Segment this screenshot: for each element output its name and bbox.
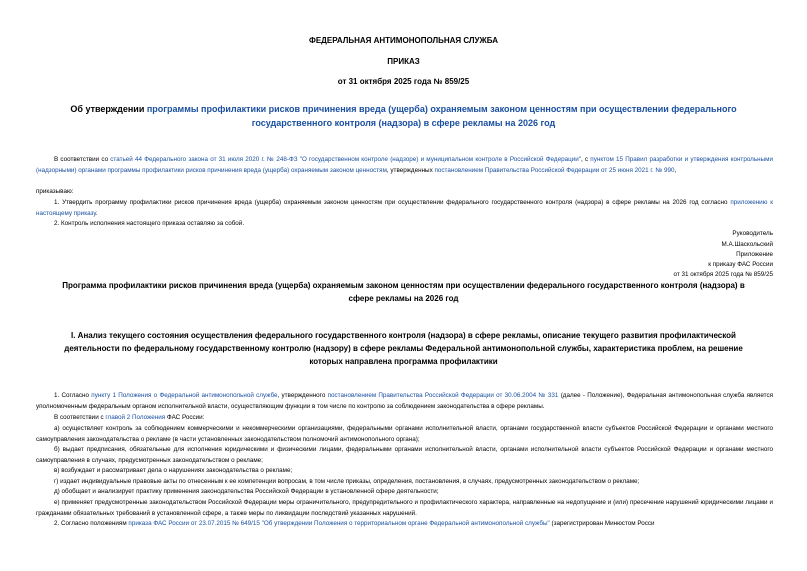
body-pv: в) возбуждает и рассматривает дела о нарушениях законодательства о рекламе; [54, 467, 293, 474]
order-type: ПРИКАЗ [387, 57, 420, 66]
body-pg: г) издает индивидуальные правовые акты по отнесенным к ее компетенции вопросам, в том числе приказы, определения, постановления, в случаях, предусмотренных законодательством о рекламе; [54, 478, 640, 485]
order-org: ФЕДЕРАЛЬНАЯ АНТИМОНОПОЛЬНАЯ СЛУЖБА [309, 36, 498, 45]
preamble-text-4: , [674, 166, 677, 174]
body-p3 [36, 519, 773, 530]
rules-link[interactable]: пунктом 15 Правил разработки и утверждения контрольными (надзорными) органами программы профилактики рисков причинения вреда (ущерба) охраняемым законом ценностям [36, 156, 773, 174]
body-pa: а) осуществляет контроль за соблюдением коммерческими и некоммерческими организациями, федеральными органами исполнительной власти, органами государственной власти субъектов Российской Федерации и органами местного самоуправления законодательства о рекламе (в части установленных законодательством полномочий антимонопольного органа); [36, 425, 773, 443]
p1-text-2: , утвержденного [277, 392, 328, 399]
appendix-link[interactable]: приложению к настоящему приказу [36, 199, 774, 217]
order-title [60, 102, 747, 130]
signature-position: Руководитель [732, 230, 773, 237]
appendix-to-order: к приказу ФАС России [708, 261, 773, 268]
signature-name: М.А.Шаскольский [721, 241, 773, 248]
preamble-text-3: , утвержденных [386, 166, 435, 174]
title-prefix: Об утверждении [70, 104, 147, 114]
item-1 [36, 198, 773, 219]
preamble [36, 155, 773, 176]
body-pb: б) выдает предписания, обязательные для исполнения юридическими и физическими лицами, федеральными органами исполнительной власти, органами исполнительной власти субъектов Российской Федерации и органами местного самоуправления в случаях, предусмотренных законодательством о рекламе; [36, 446, 773, 464]
appendix-label: Приложение [736, 251, 773, 258]
body-pe: е) применяет предусмотренные законодательством Российской Федерации меры ограничительного, предупредительного и профилактического характера, направленные на недопущение и (или) пресечение нарушений юридическими лицами и гражданами обязательных требований в установленной сфере, а также меры по ликвидации последствий указанных нарушений. [36, 499, 773, 517]
body-pd: д) обобщает и анализирует практику применения законодательства Российской Федерации в установленной сфере деятельности; [54, 488, 439, 495]
resolution-331-link[interactable]: постановлением Правительства Российской Федерации от 30.06.2004 № 331 [327, 392, 559, 399]
item-1-text: 1. Утвердить программу профилактики рисков причинения вреда (ущерба) охраняемым законом ценностям при осуществлении федерального государственного контроля (надзора) в сфере рекламы на 2026 год согласно [54, 199, 731, 206]
section-1-title: I. Анализ текущего состояния осуществления федерального государственного контроля (надзора) в сфере рекламы, описание текущего развития профилактической деятельности по федеральному государственному контролю (надзору) в сфере рекламы Федеральной антимонопольной службы, характеристика проблем, на решение которых направлена программа профилактики [64, 331, 743, 366]
law-link[interactable]: статьей 44 Федерального закона от 31 июля 2020 г. № 248-ФЗ "О государственном контроле (надзоре) и муниципальном контроле в Российской Федерации" [110, 156, 581, 163]
chapter-2-link[interactable]: главой 2 Положения [105, 414, 166, 421]
body-p1 [36, 391, 773, 412]
order-word: приказываю: [36, 188, 74, 195]
item-2: 2. Контроль исполнения настоящего приказа оставляю за собой. [54, 220, 245, 227]
item-1-end: . [95, 209, 98, 217]
p2-text-2: ФАС России: [165, 414, 205, 421]
p3-text-2: (зарегистрирован Минюстом Росси [549, 520, 655, 527]
preamble-text-1: В соответствии со [54, 156, 111, 163]
resolution-link[interactable]: постановлением Правительства Российской Федерации от 25 июня 2021 г. № 990 [434, 166, 675, 174]
p1-text-1: 1. Согласно [54, 392, 92, 399]
title-link[interactable]: программы профилактики рисков причинения вреда (ущерба) охраняемым законом ценностям при осуществлении федерального государственного контроля (надзора) в сфере рекламы на 2026 год [146, 104, 737, 128]
p3-text-1: 2. Согласно положениям [54, 520, 129, 527]
p2-text-1: В соответствии с [54, 414, 106, 421]
regulation-link[interactable]: пункту 1 Положения о Федеральной антимонопольной службе [91, 392, 278, 399]
p1-text-3: (далее - Положение), Федеральная антимонопольная служба является уполномоченным федеральным органом исполнительной власти, осуществляющим функции в том числе по контролю за соблюдением законодательства в сфере рекламы. [36, 392, 774, 410]
preamble-text-2: , с [580, 156, 591, 163]
appendix-date: от 31 октября 2025 года № 859/25 [673, 271, 773, 278]
body-p2 [36, 413, 773, 424]
program-title: Программа профилактики рисков причинения вреда (ущерба) охраняемым законом ценностям при осуществлении федерального государственного контроля (надзора) в сфере рекламы на 2026 год [62, 281, 745, 303]
order-date-number: от 31 октября 2025 года № 859/25 [337, 77, 470, 86]
fas-order-649-link[interactable]: приказа ФАС России от 23.07.2015 № 649/15 "Об утверждении Положения о территориальном органе Федеральной антимонопольной службы" [128, 520, 550, 527]
